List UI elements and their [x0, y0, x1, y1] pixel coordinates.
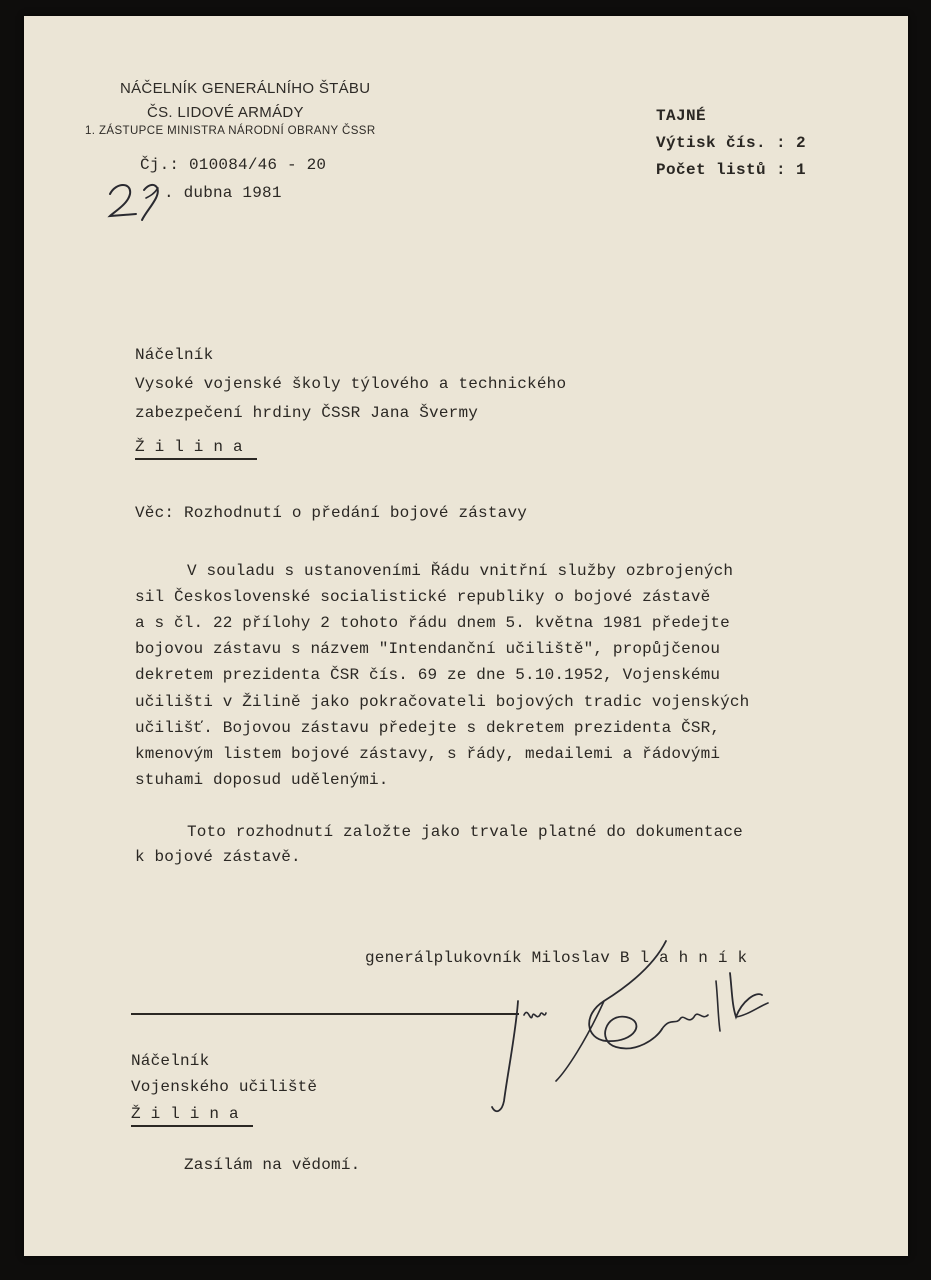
body-line: učilišti v Žilině jako pokračovateli bojových tradic vojenských	[135, 693, 750, 711]
copy-recipient-city: Ž i l i n a	[131, 1105, 253, 1127]
date: . dubna 1981	[164, 184, 282, 202]
signatory-name: generálplukovník Miloslav B l a h n í k	[365, 949, 748, 967]
reference-number: Čj.: 010084/46 - 20	[140, 156, 327, 174]
body-line: stuhami doposud udělenými.	[135, 771, 389, 789]
document-page	[24, 16, 908, 1256]
body-line: sil Československé socialistické republiky o bojové zástavě	[135, 588, 711, 606]
recipient-title: Náčelník	[135, 346, 214, 364]
handwritten-signature	[486, 921, 786, 1121]
body-line: učilišť. Bojovou zástavu předejte s dekretem prezidenta ČSR,	[135, 719, 721, 737]
body-line: bojovou zástavu s názvem "Intendanční učiliště", propůjčenou	[135, 640, 721, 658]
recipient-line-3: zabezpečení hrdiny ČSSR Jana Švermy	[135, 404, 479, 422]
sheet-count: Počet listů : 1	[656, 161, 807, 179]
letterhead-line-3: 1. ZÁSTUPCE MINISTRA NÁRODNÍ OBRANY ČSSR	[85, 125, 376, 137]
body-line: dekretem prezidenta ČSR čís. 69 ze dne 5.10.1952, Vojenskému	[135, 666, 721, 684]
subject-line: Věc: Rozhodnutí o předání bojové zástavy	[135, 504, 528, 522]
letterhead-line-2: ČS. LIDOVÉ ARMÁDY	[147, 104, 304, 121]
letterhead-line-1: NÁČELNÍK GENERÁLNÍHO ŠTÁBU	[120, 80, 371, 97]
copy-recipient-line-2: Vojenského učiliště	[131, 1078, 318, 1096]
copy-number: Výtisk čís. : 2	[656, 134, 807, 152]
body-line: V souladu s ustanoveními Řádu vnitřní služby ozbrojených	[187, 562, 734, 580]
body-line: Toto rozhodnutí založte jako trvale platné do dokumentace	[187, 823, 743, 841]
divider-line	[131, 1013, 519, 1015]
copy-recipient-title: Náčelník	[131, 1052, 210, 1070]
recipient-city: Ž i l i n a	[135, 438, 257, 460]
body-line: kmenovým listem bojové zástavy, s řády, medailemi a řádovými	[135, 745, 721, 763]
recipient-line-2: Vysoké vojenské školy týlového a technického	[135, 375, 567, 393]
classification-label: TAJNÉ	[656, 107, 707, 125]
body-line: k bojové zástavě.	[135, 848, 301, 866]
body-line: a s čl. 22 přílohy 2 tohoto řádu dnem 5. května 1981 předejte	[135, 614, 730, 632]
copy-note: Zasílám na vědomí.	[184, 1156, 361, 1174]
